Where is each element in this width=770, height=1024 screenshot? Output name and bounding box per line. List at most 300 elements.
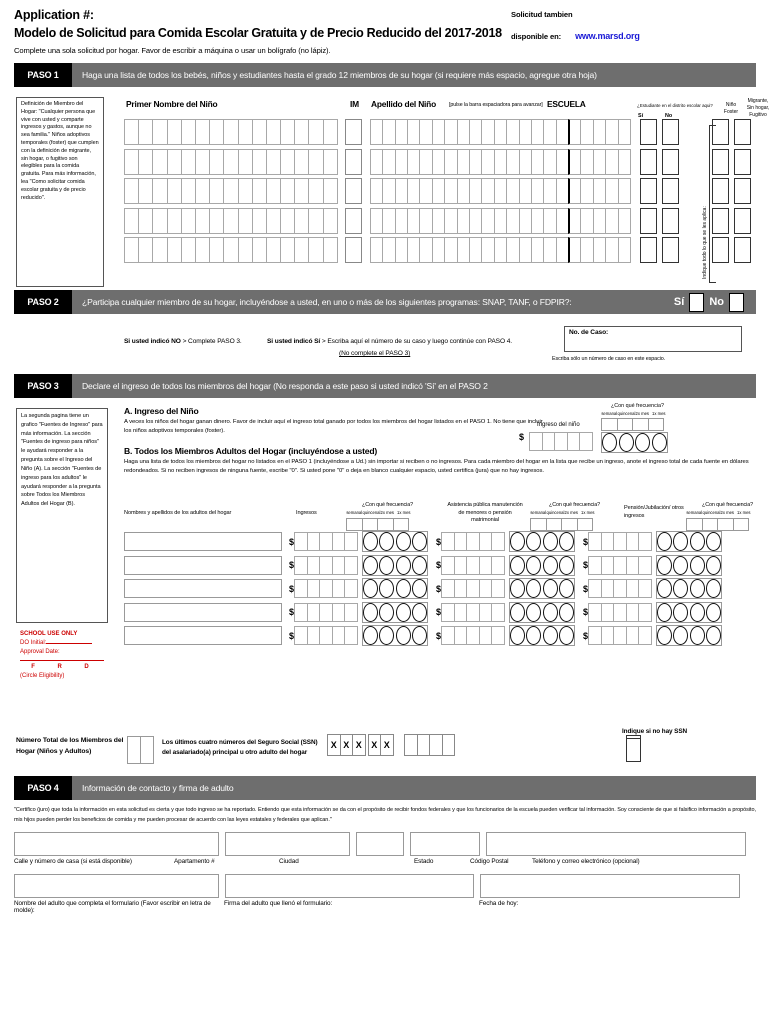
first-name-cell[interactable] bbox=[195, 208, 210, 234]
money-cell[interactable] bbox=[441, 532, 455, 551]
last-name-cell[interactable] bbox=[370, 208, 383, 234]
first-name-cell[interactable] bbox=[152, 208, 167, 234]
first-name-cell[interactable] bbox=[323, 119, 338, 145]
school-cell[interactable] bbox=[618, 149, 631, 175]
student-yes-checkbox[interactable] bbox=[640, 237, 657, 263]
frequency-oval[interactable] bbox=[706, 603, 721, 622]
frequency-oval-group[interactable] bbox=[362, 555, 429, 576]
money-cell[interactable] bbox=[613, 626, 627, 645]
first-name-cell[interactable] bbox=[280, 237, 295, 263]
money-cell[interactable] bbox=[319, 603, 333, 622]
foster-checkbox[interactable] bbox=[712, 149, 729, 175]
first-name-cell[interactable] bbox=[209, 178, 224, 204]
money-cell[interactable] bbox=[479, 579, 493, 598]
frequency-oval[interactable] bbox=[379, 579, 394, 598]
first-name-cell[interactable] bbox=[223, 178, 238, 204]
money-cell[interactable] bbox=[601, 603, 615, 622]
adult-name-input[interactable] bbox=[124, 556, 282, 575]
frequency-oval[interactable] bbox=[543, 556, 558, 575]
first-name-cell[interactable] bbox=[238, 237, 253, 263]
frequency-oval-group[interactable] bbox=[656, 602, 723, 623]
migrant-checkbox[interactable] bbox=[734, 149, 751, 175]
money-cell[interactable] bbox=[454, 603, 468, 622]
step2-yes-checkbox[interactable] bbox=[689, 293, 704, 312]
frequency-oval[interactable] bbox=[657, 603, 672, 622]
frequency-oval[interactable] bbox=[673, 626, 688, 645]
money-cell[interactable] bbox=[626, 579, 640, 598]
last-name-cell[interactable] bbox=[494, 208, 507, 234]
last-name-cell[interactable] bbox=[382, 237, 395, 263]
ssn-cell[interactable] bbox=[442, 734, 456, 756]
first-name-cell[interactable] bbox=[138, 208, 153, 234]
first-name-cell[interactable] bbox=[280, 119, 295, 145]
public-assistance-amount[interactable] bbox=[436, 532, 504, 551]
frequency-oval[interactable] bbox=[379, 556, 394, 575]
first-name-cell[interactable] bbox=[124, 149, 139, 175]
first-name-cell[interactable] bbox=[181, 208, 196, 234]
last-name-cell[interactable] bbox=[519, 208, 532, 234]
first-name-cell[interactable] bbox=[252, 208, 267, 234]
last-name-cell[interactable] bbox=[556, 149, 569, 175]
printed-name-input[interactable] bbox=[14, 874, 219, 898]
money-cell[interactable] bbox=[638, 532, 652, 551]
last-name-cell[interactable] bbox=[531, 237, 544, 263]
eligibility-denied[interactable]: D bbox=[84, 664, 89, 670]
school-cell[interactable] bbox=[580, 208, 593, 234]
first-name-cell[interactable] bbox=[195, 149, 210, 175]
first-name-cell[interactable] bbox=[294, 208, 309, 234]
income-amount[interactable] bbox=[289, 556, 357, 575]
money-cell[interactable] bbox=[332, 626, 346, 645]
migrant-checkbox[interactable] bbox=[734, 208, 751, 234]
money-cell[interactable] bbox=[479, 626, 493, 645]
last-name-cell[interactable] bbox=[543, 208, 556, 234]
last-name-cell[interactable] bbox=[370, 119, 383, 145]
money-cell[interactable] bbox=[626, 626, 640, 645]
frequency-oval-group[interactable] bbox=[362, 625, 429, 646]
school-cell[interactable] bbox=[618, 119, 631, 145]
first-name-cell[interactable] bbox=[195, 178, 210, 204]
frequency-oval[interactable] bbox=[673, 556, 688, 575]
last-name-cell[interactable] bbox=[494, 119, 507, 145]
money-cell[interactable] bbox=[491, 626, 505, 645]
last-name-cell[interactable] bbox=[382, 208, 395, 234]
frequency-oval[interactable] bbox=[412, 603, 427, 622]
last-name-cell[interactable] bbox=[506, 119, 519, 145]
first-name-cell[interactable] bbox=[266, 149, 281, 175]
last-name-cell[interactable] bbox=[519, 178, 532, 204]
migrant-checkbox[interactable] bbox=[734, 119, 751, 145]
first-name-cell[interactable] bbox=[223, 208, 238, 234]
student-no-checkbox[interactable] bbox=[662, 237, 679, 263]
income-amount[interactable] bbox=[289, 603, 357, 622]
last-name-cell[interactable] bbox=[481, 178, 494, 204]
middle-initial-cell[interactable] bbox=[345, 119, 362, 145]
approval-date-line[interactable] bbox=[20, 660, 104, 661]
adult-name-input[interactable] bbox=[124, 579, 282, 598]
money-cell[interactable] bbox=[479, 603, 493, 622]
school-cell[interactable] bbox=[593, 237, 606, 263]
frequency-oval[interactable] bbox=[690, 556, 705, 575]
student-no-checkbox[interactable] bbox=[662, 149, 679, 175]
last-name-cell[interactable] bbox=[457, 178, 470, 204]
last-name-cell[interactable] bbox=[531, 178, 544, 204]
money-cell[interactable] bbox=[638, 603, 652, 622]
frequency-oval[interactable] bbox=[673, 532, 688, 551]
school-cell[interactable] bbox=[605, 237, 618, 263]
zip-phone-input[interactable] bbox=[486, 832, 746, 856]
frequency-oval-group[interactable] bbox=[656, 531, 723, 552]
first-name-cell[interactable] bbox=[223, 237, 238, 263]
money-cell[interactable] bbox=[454, 556, 468, 575]
money-cell[interactable] bbox=[466, 626, 480, 645]
frequency-oval-group[interactable] bbox=[509, 578, 576, 599]
frequency-oval-group[interactable] bbox=[362, 578, 429, 599]
school-cell[interactable] bbox=[605, 119, 618, 145]
income-amount[interactable] bbox=[289, 532, 357, 551]
frequency-oval-group[interactable] bbox=[656, 578, 723, 599]
first-name-cell[interactable] bbox=[266, 208, 281, 234]
total-cell[interactable] bbox=[140, 736, 154, 764]
school-cell[interactable] bbox=[593, 208, 606, 234]
money-cell[interactable] bbox=[638, 626, 652, 645]
last-name-cell[interactable] bbox=[395, 178, 408, 204]
frequency-oval[interactable] bbox=[526, 579, 541, 598]
no-ssn-checkbox[interactable] bbox=[626, 738, 641, 762]
frequency-oval[interactable] bbox=[396, 603, 411, 622]
first-name-cell[interactable] bbox=[167, 119, 182, 145]
first-name-cell[interactable] bbox=[294, 119, 309, 145]
student-no-checkbox[interactable] bbox=[662, 208, 679, 234]
money-cell[interactable] bbox=[626, 532, 640, 551]
school-cell[interactable] bbox=[568, 149, 581, 175]
last-name-cell[interactable] bbox=[407, 178, 420, 204]
migrant-checkbox[interactable] bbox=[734, 178, 751, 204]
money-cell[interactable] bbox=[294, 532, 308, 551]
income-amount[interactable] bbox=[289, 579, 357, 598]
school-cell[interactable] bbox=[605, 149, 618, 175]
student-no-checkbox[interactable] bbox=[662, 178, 679, 204]
last-name-cell[interactable] bbox=[506, 208, 519, 234]
money-cell[interactable] bbox=[466, 556, 480, 575]
frequency-oval-group[interactable] bbox=[509, 625, 576, 646]
frequency-oval[interactable] bbox=[412, 556, 427, 575]
first-name-cell[interactable] bbox=[167, 149, 182, 175]
frequency-oval[interactable] bbox=[635, 433, 650, 452]
last-name-cell[interactable] bbox=[419, 178, 432, 204]
frequency-oval[interactable] bbox=[619, 433, 634, 452]
public-assistance-amount[interactable] bbox=[436, 626, 504, 645]
money-cell[interactable] bbox=[441, 626, 455, 645]
frequency-oval[interactable] bbox=[412, 579, 427, 598]
step2-no-checkbox[interactable] bbox=[729, 293, 744, 312]
street-address-input[interactable] bbox=[14, 832, 219, 856]
last-name-cell[interactable] bbox=[543, 237, 556, 263]
money-cell[interactable] bbox=[319, 579, 333, 598]
money-cell[interactable] bbox=[319, 626, 333, 645]
last-name-cell[interactable] bbox=[494, 237, 507, 263]
money-cell[interactable] bbox=[601, 579, 615, 598]
first-name-cell[interactable] bbox=[124, 208, 139, 234]
first-name-cell[interactable] bbox=[238, 178, 253, 204]
frequency-oval[interactable] bbox=[363, 579, 378, 598]
eligibility-free[interactable]: F bbox=[31, 664, 35, 670]
first-name-cell[interactable] bbox=[152, 119, 167, 145]
last-name-cell[interactable] bbox=[506, 149, 519, 175]
money-cell[interactable] bbox=[466, 532, 480, 551]
money-cell[interactable] bbox=[332, 579, 346, 598]
school-cell[interactable] bbox=[618, 178, 631, 204]
frequency-oval-group[interactable] bbox=[656, 555, 723, 576]
frequency-oval[interactable] bbox=[652, 433, 667, 452]
child-income-amount-cells[interactable] bbox=[529, 432, 592, 451]
first-name-cell[interactable] bbox=[252, 237, 267, 263]
frequency-oval[interactable] bbox=[602, 433, 617, 452]
money-cell[interactable] bbox=[332, 603, 346, 622]
last-name-cell[interactable] bbox=[457, 208, 470, 234]
frequency-oval[interactable] bbox=[657, 556, 672, 575]
last-name-cell[interactable] bbox=[419, 208, 432, 234]
student-yes-checkbox[interactable] bbox=[640, 119, 657, 145]
frequency-oval-group[interactable] bbox=[509, 602, 576, 623]
last-name-cell[interactable] bbox=[395, 237, 408, 263]
money-cell[interactable] bbox=[466, 603, 480, 622]
adult-name-input[interactable] bbox=[124, 603, 282, 622]
pension-amount[interactable] bbox=[583, 579, 651, 598]
money-cell[interactable] bbox=[638, 579, 652, 598]
income-amount[interactable] bbox=[289, 626, 357, 645]
frequency-oval-group[interactable] bbox=[362, 602, 429, 623]
frequency-oval[interactable] bbox=[526, 532, 541, 551]
money-cell[interactable] bbox=[554, 432, 568, 451]
money-cell[interactable] bbox=[294, 556, 308, 575]
last-name-cell[interactable] bbox=[556, 208, 569, 234]
money-cell[interactable] bbox=[479, 556, 493, 575]
last-name-cell[interactable] bbox=[556, 119, 569, 145]
money-cell[interactable] bbox=[441, 603, 455, 622]
frequency-oval[interactable] bbox=[510, 603, 525, 622]
frequency-oval[interactable] bbox=[396, 532, 411, 551]
first-name-cell[interactable] bbox=[152, 149, 167, 175]
total-members-field[interactable] bbox=[127, 736, 154, 764]
student-no-checkbox[interactable] bbox=[662, 119, 679, 145]
money-cell[interactable] bbox=[491, 556, 505, 575]
last-name-cell[interactable] bbox=[432, 119, 445, 145]
city-input[interactable] bbox=[356, 832, 404, 856]
last-name-cell[interactable] bbox=[543, 119, 556, 145]
money-cell[interactable] bbox=[454, 532, 468, 551]
last-name-cell[interactable] bbox=[543, 149, 556, 175]
frequency-oval[interactable] bbox=[543, 603, 558, 622]
money-cell[interactable] bbox=[344, 579, 358, 598]
first-name-cell[interactable] bbox=[266, 119, 281, 145]
frequency-oval[interactable] bbox=[363, 556, 378, 575]
frequency-oval[interactable] bbox=[706, 579, 721, 598]
school-cell[interactable] bbox=[568, 178, 581, 204]
first-name-cell[interactable] bbox=[266, 178, 281, 204]
frequency-oval[interactable] bbox=[706, 556, 721, 575]
money-cell[interactable] bbox=[307, 603, 321, 622]
first-name-cell[interactable] bbox=[152, 178, 167, 204]
frequency-oval-group[interactable] bbox=[509, 555, 576, 576]
first-name-cell[interactable] bbox=[323, 208, 338, 234]
money-cell[interactable] bbox=[491, 579, 505, 598]
first-name-cell[interactable] bbox=[124, 119, 139, 145]
frequency-oval[interactable] bbox=[543, 626, 558, 645]
first-name-cell[interactable] bbox=[252, 178, 267, 204]
last-name-cell[interactable] bbox=[444, 208, 457, 234]
pension-amount[interactable] bbox=[583, 532, 651, 551]
first-name-cell[interactable] bbox=[308, 149, 323, 175]
money-cell[interactable] bbox=[588, 556, 602, 575]
frequency-oval[interactable] bbox=[657, 579, 672, 598]
first-name-cell[interactable] bbox=[238, 208, 253, 234]
ssn-cell[interactable] bbox=[417, 734, 431, 756]
money-cell[interactable] bbox=[588, 626, 602, 645]
money-cell[interactable] bbox=[332, 556, 346, 575]
eligibility-reduced[interactable]: R bbox=[57, 664, 62, 670]
money-cell[interactable] bbox=[344, 532, 358, 551]
last-name-cell[interactable] bbox=[481, 208, 494, 234]
first-name-cell[interactable] bbox=[138, 119, 153, 145]
last-name-cell[interactable] bbox=[531, 149, 544, 175]
adult-name-input[interactable] bbox=[124, 532, 282, 551]
last-name-cell[interactable] bbox=[469, 149, 482, 175]
last-name-cell[interactable] bbox=[432, 149, 445, 175]
date-input[interactable] bbox=[480, 874, 740, 898]
school-cell[interactable] bbox=[593, 149, 606, 175]
middle-initial-cell[interactable] bbox=[345, 178, 362, 204]
frequency-oval[interactable] bbox=[379, 626, 394, 645]
frequency-oval[interactable] bbox=[379, 603, 394, 622]
frequency-oval-group[interactable] bbox=[362, 531, 429, 552]
first-name-cell[interactable] bbox=[308, 119, 323, 145]
middle-initial-cell[interactable] bbox=[345, 237, 362, 263]
frequency-oval[interactable] bbox=[559, 603, 574, 622]
school-cell[interactable] bbox=[618, 237, 631, 263]
last-name-cell[interactable] bbox=[407, 208, 420, 234]
frequency-oval[interactable] bbox=[363, 626, 378, 645]
signature-input[interactable] bbox=[225, 874, 474, 898]
frequency-oval[interactable] bbox=[396, 626, 411, 645]
money-cell[interactable] bbox=[579, 432, 593, 451]
frequency-oval[interactable] bbox=[543, 579, 558, 598]
public-assistance-amount[interactable] bbox=[436, 603, 504, 622]
first-name-cell[interactable] bbox=[294, 149, 309, 175]
money-cell[interactable] bbox=[613, 556, 627, 575]
money-cell[interactable] bbox=[307, 579, 321, 598]
frequency-oval[interactable] bbox=[559, 556, 574, 575]
foster-checkbox[interactable] bbox=[712, 208, 729, 234]
money-cell[interactable] bbox=[307, 532, 321, 551]
last-name-cell[interactable] bbox=[370, 237, 383, 263]
frequency-oval[interactable] bbox=[396, 556, 411, 575]
district-website-link[interactable]: www.marsd.org bbox=[575, 31, 640, 41]
money-cell[interactable] bbox=[542, 432, 556, 451]
last-name-cell[interactable] bbox=[531, 119, 544, 145]
first-name-cell[interactable] bbox=[294, 237, 309, 263]
first-name-cell[interactable] bbox=[124, 178, 139, 204]
money-cell[interactable] bbox=[441, 556, 455, 575]
first-name-cell[interactable] bbox=[181, 149, 196, 175]
school-cell[interactable] bbox=[605, 178, 618, 204]
first-name-cell[interactable] bbox=[138, 178, 153, 204]
first-name-cell[interactable] bbox=[294, 178, 309, 204]
first-name-cell[interactable] bbox=[167, 178, 182, 204]
total-cell[interactable] bbox=[127, 736, 141, 764]
frequency-oval[interactable] bbox=[526, 556, 541, 575]
last-name-cell[interactable] bbox=[506, 237, 519, 263]
frequency-oval[interactable] bbox=[559, 579, 574, 598]
first-name-cell[interactable] bbox=[195, 119, 210, 145]
money-cell[interactable] bbox=[307, 626, 321, 645]
migrant-checkbox[interactable] bbox=[734, 237, 751, 263]
eligibility-options[interactable] bbox=[20, 663, 100, 672]
money-cell[interactable] bbox=[319, 556, 333, 575]
last-name-cell[interactable] bbox=[407, 119, 420, 145]
last-name-cell[interactable] bbox=[382, 119, 395, 145]
first-name-cell[interactable] bbox=[209, 208, 224, 234]
first-name-cell[interactable] bbox=[323, 149, 338, 175]
first-name-cell[interactable] bbox=[238, 119, 253, 145]
school-cell[interactable] bbox=[593, 178, 606, 204]
last-name-cell[interactable] bbox=[469, 119, 482, 145]
middle-initial-cell[interactable] bbox=[345, 149, 362, 175]
money-cell[interactable] bbox=[588, 532, 602, 551]
ssn-entry-cells[interactable] bbox=[404, 734, 454, 756]
last-name-cell[interactable] bbox=[543, 178, 556, 204]
school-cell[interactable] bbox=[605, 208, 618, 234]
child-frequency-ovals[interactable] bbox=[601, 432, 668, 453]
school-cell[interactable] bbox=[568, 119, 581, 145]
frequency-oval[interactable] bbox=[363, 603, 378, 622]
money-cell[interactable] bbox=[466, 579, 480, 598]
public-assistance-amount[interactable] bbox=[436, 556, 504, 575]
last-name-cell[interactable] bbox=[395, 149, 408, 175]
case-number-field[interactable] bbox=[564, 326, 742, 352]
school-cell[interactable] bbox=[568, 237, 581, 263]
frequency-oval[interactable] bbox=[412, 626, 427, 645]
last-name-cell[interactable] bbox=[444, 237, 457, 263]
first-name-cell[interactable] bbox=[209, 149, 224, 175]
foster-checkbox[interactable] bbox=[712, 237, 729, 263]
school-cell[interactable] bbox=[580, 178, 593, 204]
money-cell[interactable] bbox=[319, 532, 333, 551]
frequency-oval[interactable] bbox=[510, 626, 525, 645]
money-cell[interactable] bbox=[294, 579, 308, 598]
money-cell[interactable] bbox=[626, 603, 640, 622]
last-name-cell[interactable] bbox=[469, 237, 482, 263]
first-name-cell[interactable] bbox=[181, 119, 196, 145]
last-name-cell[interactable] bbox=[432, 208, 445, 234]
last-name-cell[interactable] bbox=[382, 149, 395, 175]
frequency-oval[interactable] bbox=[657, 532, 672, 551]
student-yes-checkbox[interactable] bbox=[640, 178, 657, 204]
frequency-oval-group[interactable] bbox=[509, 531, 576, 552]
money-cell[interactable] bbox=[294, 603, 308, 622]
pension-amount[interactable] bbox=[583, 603, 651, 622]
money-cell[interactable] bbox=[613, 532, 627, 551]
last-name-cell[interactable] bbox=[469, 208, 482, 234]
student-yes-checkbox[interactable] bbox=[640, 208, 657, 234]
money-cell[interactable] bbox=[344, 556, 358, 575]
last-name-cell[interactable] bbox=[370, 178, 383, 204]
frequency-oval[interactable] bbox=[559, 532, 574, 551]
first-name-cell[interactable] bbox=[280, 178, 295, 204]
last-name-cell[interactable] bbox=[419, 119, 432, 145]
last-name-cell[interactable] bbox=[444, 178, 457, 204]
first-name-cell[interactable] bbox=[308, 208, 323, 234]
